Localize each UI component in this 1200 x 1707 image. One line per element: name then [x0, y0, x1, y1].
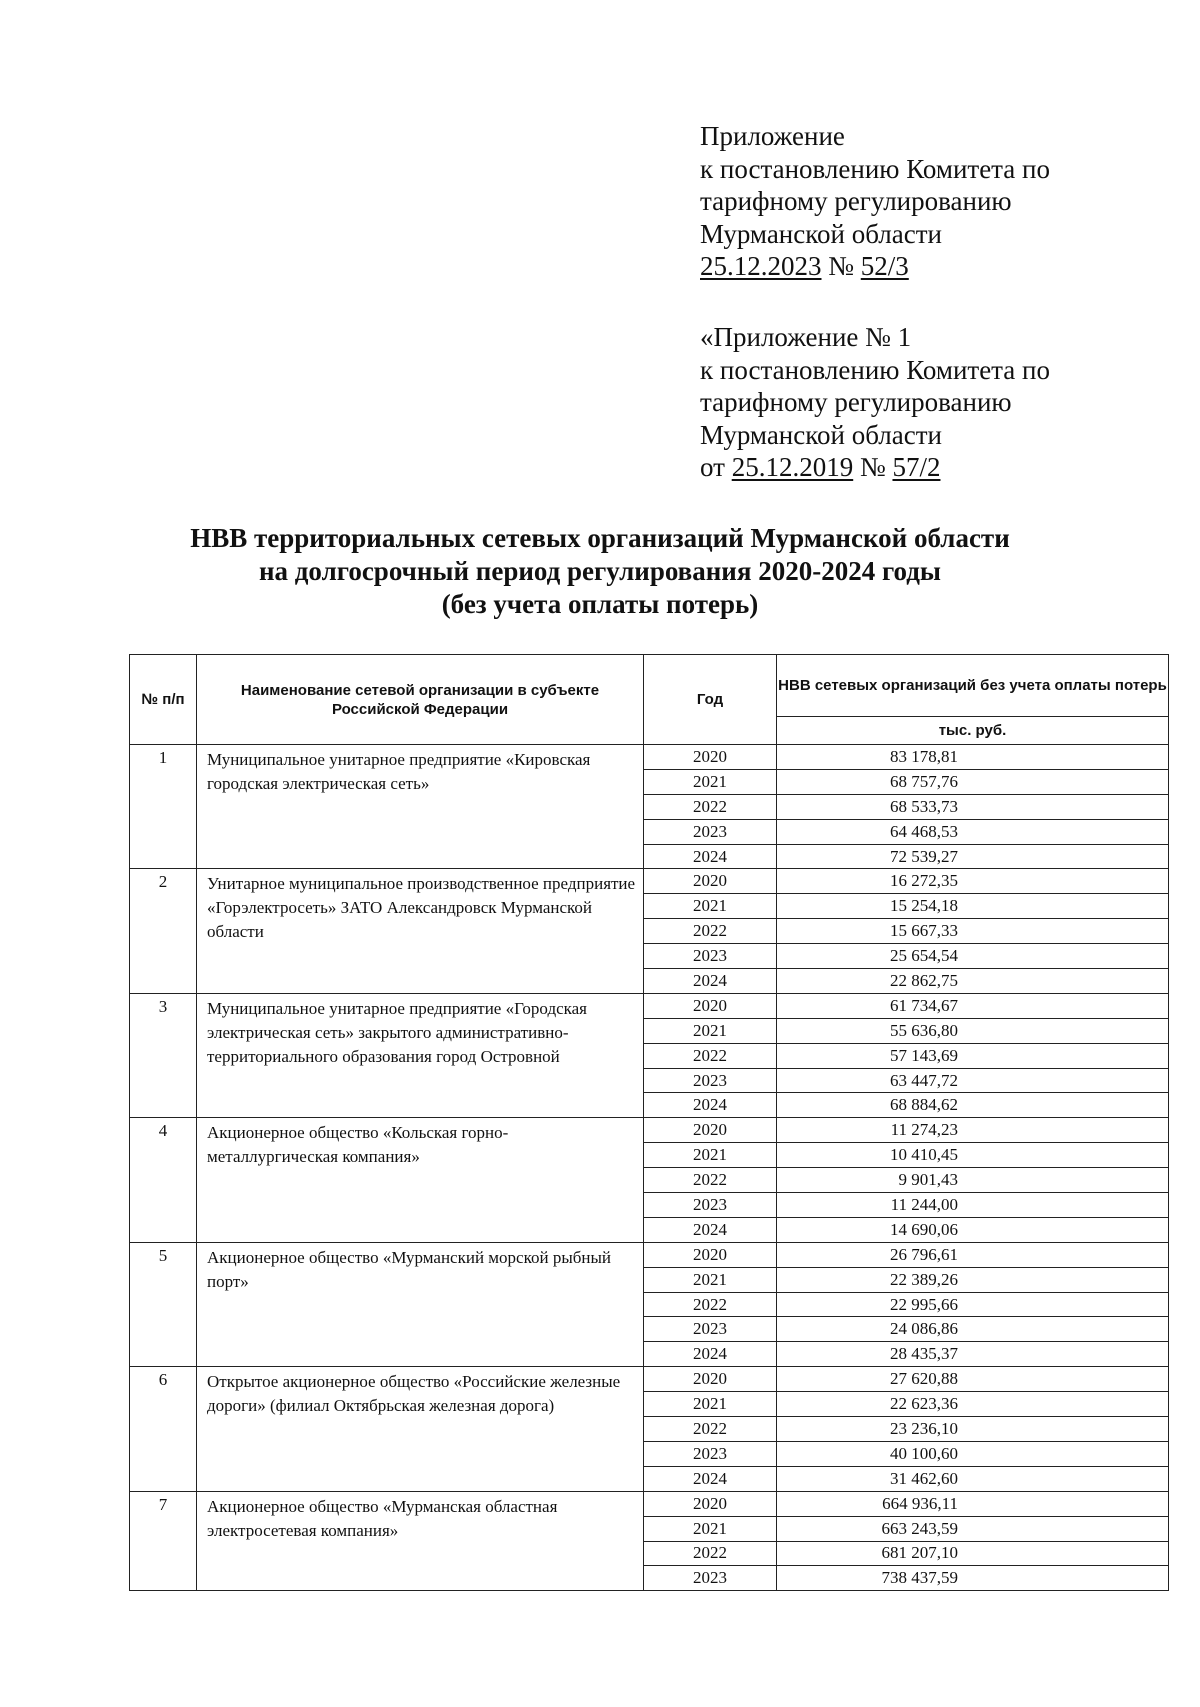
year-cell: 2020 [644, 1367, 777, 1392]
value-cell: 27 620,88 [777, 1367, 1169, 1392]
year-cell: 2022 [644, 1043, 777, 1068]
year-cell: 2020 [644, 745, 777, 770]
org-number: 4 [130, 1118, 197, 1242]
title-line: НВВ территориальных сетевых организаций Мурманской области [190, 523, 1010, 553]
table-row [130, 1491, 1169, 1516]
appendix-number: 52/3 [860, 251, 909, 281]
org-number: 7 [130, 1491, 197, 1591]
year-cell: 2020 [644, 1242, 777, 1267]
title-line: (без учета оплаты потерь) [441, 589, 759, 619]
value-cell: 15 667,33 [777, 919, 1169, 944]
number-sign: № [828, 251, 855, 281]
appendix-line: тарифному регулированию [700, 387, 1012, 417]
table-row [130, 745, 1169, 770]
value-cell: 25 654,54 [777, 944, 1169, 969]
table-body [130, 745, 1169, 1591]
org-name: Открытое акционерное общество «Российские железные дороги» (филиал Октябрьская железная дорога) [197, 1367, 644, 1491]
header-value: НВВ сетевых организаций без учета оплаты потерь [777, 655, 1169, 717]
value-cell: 55 636,80 [777, 1018, 1169, 1043]
org-name: Унитарное муниципальное производственное предприятие «Горэлектросеть» ЗАТО Александровск Мурманской области [197, 869, 644, 993]
appendix-number: 57/2 [892, 452, 941, 482]
document-title [90, 522, 1110, 621]
org-number: 1 [130, 745, 197, 869]
org-number: 3 [130, 993, 197, 1117]
year-cell: 2024 [644, 1093, 777, 1118]
value-cell: 72 539,27 [777, 844, 1169, 869]
year-cell: 2021 [644, 1392, 777, 1417]
appendix-date: 25.12.2019 [731, 452, 854, 482]
original-appendix-header [700, 321, 1170, 484]
nvv-table [129, 654, 1169, 1591]
header-num: № п/п [130, 655, 197, 745]
appendix-date-line [700, 250, 1170, 283]
value-cell: 11 244,00 [777, 1193, 1169, 1218]
table-row [130, 993, 1169, 1018]
year-cell: 2020 [644, 993, 777, 1018]
date-prefix: от [700, 452, 725, 482]
year-cell: 2023 [644, 944, 777, 969]
org-number: 2 [130, 869, 197, 993]
appendix-line: Мурманской области [700, 218, 942, 249]
value-cell: 26 796,61 [777, 1242, 1169, 1267]
org-name: Муниципальное унитарное предприятие «Городская электрическая сеть» закрытого административно-территориального образования город Островной [197, 993, 644, 1117]
year-cell: 2022 [644, 1541, 777, 1566]
value-cell: 15 254,18 [777, 894, 1169, 919]
header-unit: тыс. руб. [777, 717, 1169, 745]
org-name: Муниципальное унитарное предприятие «Кировская городская электрическая сеть» [197, 745, 644, 869]
appendix-header [700, 120, 1170, 283]
year-cell: 2022 [644, 794, 777, 819]
year-cell: 2024 [644, 969, 777, 994]
org-number: 5 [130, 1242, 197, 1366]
year-cell: 2022 [644, 1417, 777, 1442]
value-cell: 22 389,26 [777, 1267, 1169, 1292]
header-name: Наименование сетевой организации в субъекте Российской Федерации [197, 655, 644, 745]
year-cell: 2023 [644, 1068, 777, 1093]
year-cell: 2022 [644, 919, 777, 944]
year-cell: 2021 [644, 1018, 777, 1043]
value-cell: 9 901,43 [777, 1168, 1169, 1193]
value-cell: 68 533,73 [777, 794, 1169, 819]
value-cell: 57 143,69 [777, 1043, 1169, 1068]
appendix-line: «Приложение № 1 [700, 322, 912, 352]
value-cell: 68 884,62 [777, 1093, 1169, 1118]
value-cell: 22 862,75 [777, 969, 1169, 994]
year-cell: 2024 [644, 1466, 777, 1491]
value-cell: 28 435,37 [777, 1342, 1169, 1367]
appendix-line: Приложение [700, 121, 845, 151]
year-cell: 2021 [644, 1267, 777, 1292]
table-row [130, 869, 1169, 894]
appendix-date: 25.12.2023 [700, 251, 822, 281]
year-cell: 2021 [644, 894, 777, 919]
year-cell: 2024 [644, 844, 777, 869]
appendix-line: тарифному регулированию [700, 186, 1012, 216]
value-cell: 64 468,53 [777, 819, 1169, 844]
appendix-line: к постановлению Комитета по [700, 354, 1050, 385]
appendix-line: Мурманской области [700, 419, 942, 450]
header-year: Год [644, 655, 777, 745]
value-cell: 22 995,66 [777, 1292, 1169, 1317]
year-cell: 2021 [644, 1516, 777, 1541]
year-cell: 2020 [644, 1118, 777, 1143]
year-cell: 2024 [644, 1217, 777, 1242]
year-cell: 2021 [644, 1143, 777, 1168]
number-sign: № [859, 452, 886, 482]
org-name: Акционерное общество «Мурманская областная электросетевая компания» [197, 1491, 644, 1591]
appendix-line: к постановлению Комитета по [700, 153, 1050, 184]
table-row [130, 1118, 1169, 1143]
year-cell: 2023 [644, 1441, 777, 1466]
org-name: Акционерное общество «Кольская горно-металлургическая компания» [197, 1118, 644, 1242]
table-row [130, 1242, 1169, 1267]
year-cell: 2022 [644, 1168, 777, 1193]
value-cell: 83 178,81 [777, 745, 1169, 770]
appendix-date-line [700, 451, 1170, 484]
value-cell: 738 437,59 [777, 1566, 1169, 1591]
year-cell: 2020 [644, 869, 777, 894]
year-cell: 2023 [644, 1317, 777, 1342]
value-cell: 16 272,35 [777, 869, 1169, 894]
org-name: Акционерное общество «Мурманский морской рыбный порт» [197, 1242, 644, 1366]
table-row [130, 1367, 1169, 1392]
org-number: 6 [130, 1367, 197, 1491]
value-cell: 61 734,67 [777, 993, 1169, 1018]
value-cell: 63 447,72 [777, 1068, 1169, 1093]
title-line: на долгосрочный период регулирования 2020-2024 годы [258, 556, 942, 586]
value-cell: 10 410,45 [777, 1143, 1169, 1168]
year-cell: 2023 [644, 1193, 777, 1218]
year-cell: 2022 [644, 1292, 777, 1317]
value-cell: 68 757,76 [777, 769, 1169, 794]
value-cell: 14 690,06 [777, 1217, 1169, 1242]
value-cell: 40 100,60 [777, 1441, 1169, 1466]
value-cell: 664 936,11 [777, 1491, 1169, 1516]
value-cell: 681 207,10 [777, 1541, 1169, 1566]
value-cell: 31 462,60 [777, 1466, 1169, 1491]
value-cell: 24 086,86 [777, 1317, 1169, 1342]
value-cell: 22 623,36 [777, 1392, 1169, 1417]
year-cell: 2023 [644, 1566, 777, 1591]
year-cell: 2023 [644, 819, 777, 844]
year-cell: 2021 [644, 769, 777, 794]
year-cell: 2020 [644, 1491, 777, 1516]
value-cell: 11 274,23 [777, 1118, 1169, 1143]
value-cell: 663 243,59 [777, 1516, 1169, 1541]
year-cell: 2024 [644, 1342, 777, 1367]
value-cell: 23 236,10 [777, 1417, 1169, 1442]
